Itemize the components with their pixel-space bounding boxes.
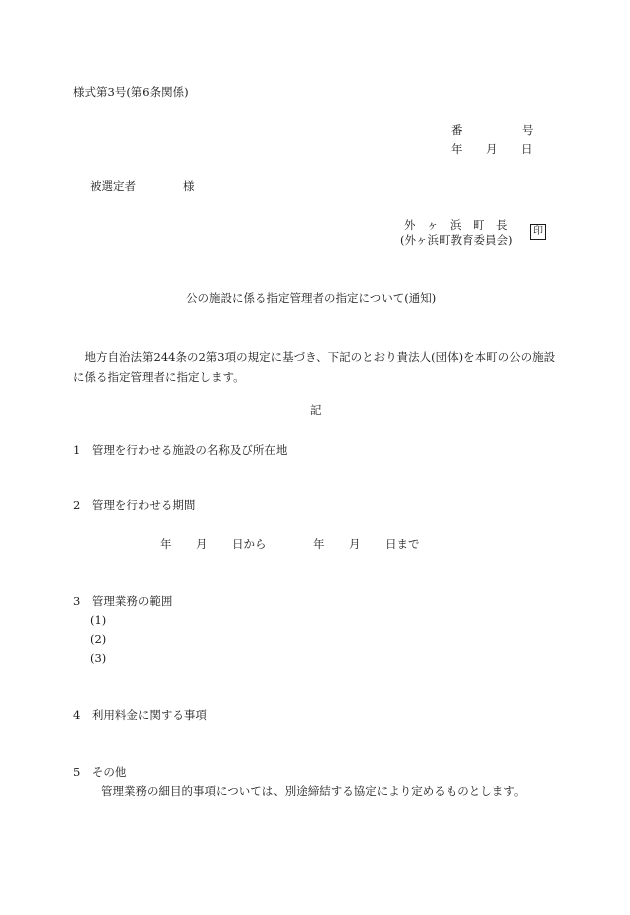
item-2: 2 管理を行わせる期間 <box>73 498 196 512</box>
period-month-2: 月 <box>349 537 361 551</box>
period-year-1: 年 <box>160 537 172 551</box>
item-5-text: 管理業務の細目的事項については、別途締結する協定により定めるものとします。 <box>101 784 526 798</box>
number-go: 号 <box>522 123 534 137</box>
item-3-sub-2: (2) <box>90 632 107 646</box>
item-3: 3 管理業務の範囲 <box>73 594 173 608</box>
number-ban: 番 <box>451 123 463 137</box>
date-month: 月 <box>486 142 498 156</box>
addressee-label: 被選定者 <box>90 179 136 193</box>
item-4: 4 利用料金に関する事項 <box>73 708 207 722</box>
document-title: 公の施設に係る指定管理者の指定について(通知) <box>186 291 437 305</box>
item-1: 1 管理を行わせる施設の名称及び所在地 <box>73 443 288 457</box>
item-3-sub-3: (3) <box>90 651 107 665</box>
item-3-sub-1: (1) <box>90 613 107 627</box>
sender-board: (外ヶ浜町教育委員会) <box>400 233 513 247</box>
period-month-1: 月 <box>196 537 208 551</box>
period-year-2: 年 <box>313 537 325 551</box>
form-label: 様式第3号(第6条関係) <box>73 85 189 99</box>
date-year: 年 <box>451 142 463 156</box>
sender-title: 外 ヶ 浜 町 長 <box>404 218 508 232</box>
addressee-sama: 様 <box>183 179 195 193</box>
seal-mark: 印 <box>530 224 546 240</box>
period-from: 日から <box>232 537 267 551</box>
ki-heading: 記 <box>310 403 322 417</box>
body-paragraph: 地方自治法第244条の2第3項の規定に基づき、下記のとおり貴法人(団体)を本町の公の施設に係る指定管理者に指定します。 <box>73 350 556 384</box>
date-day: 日 <box>521 142 533 156</box>
period-until: 日まで <box>385 537 420 551</box>
item-5: 5 その他 <box>73 765 127 779</box>
